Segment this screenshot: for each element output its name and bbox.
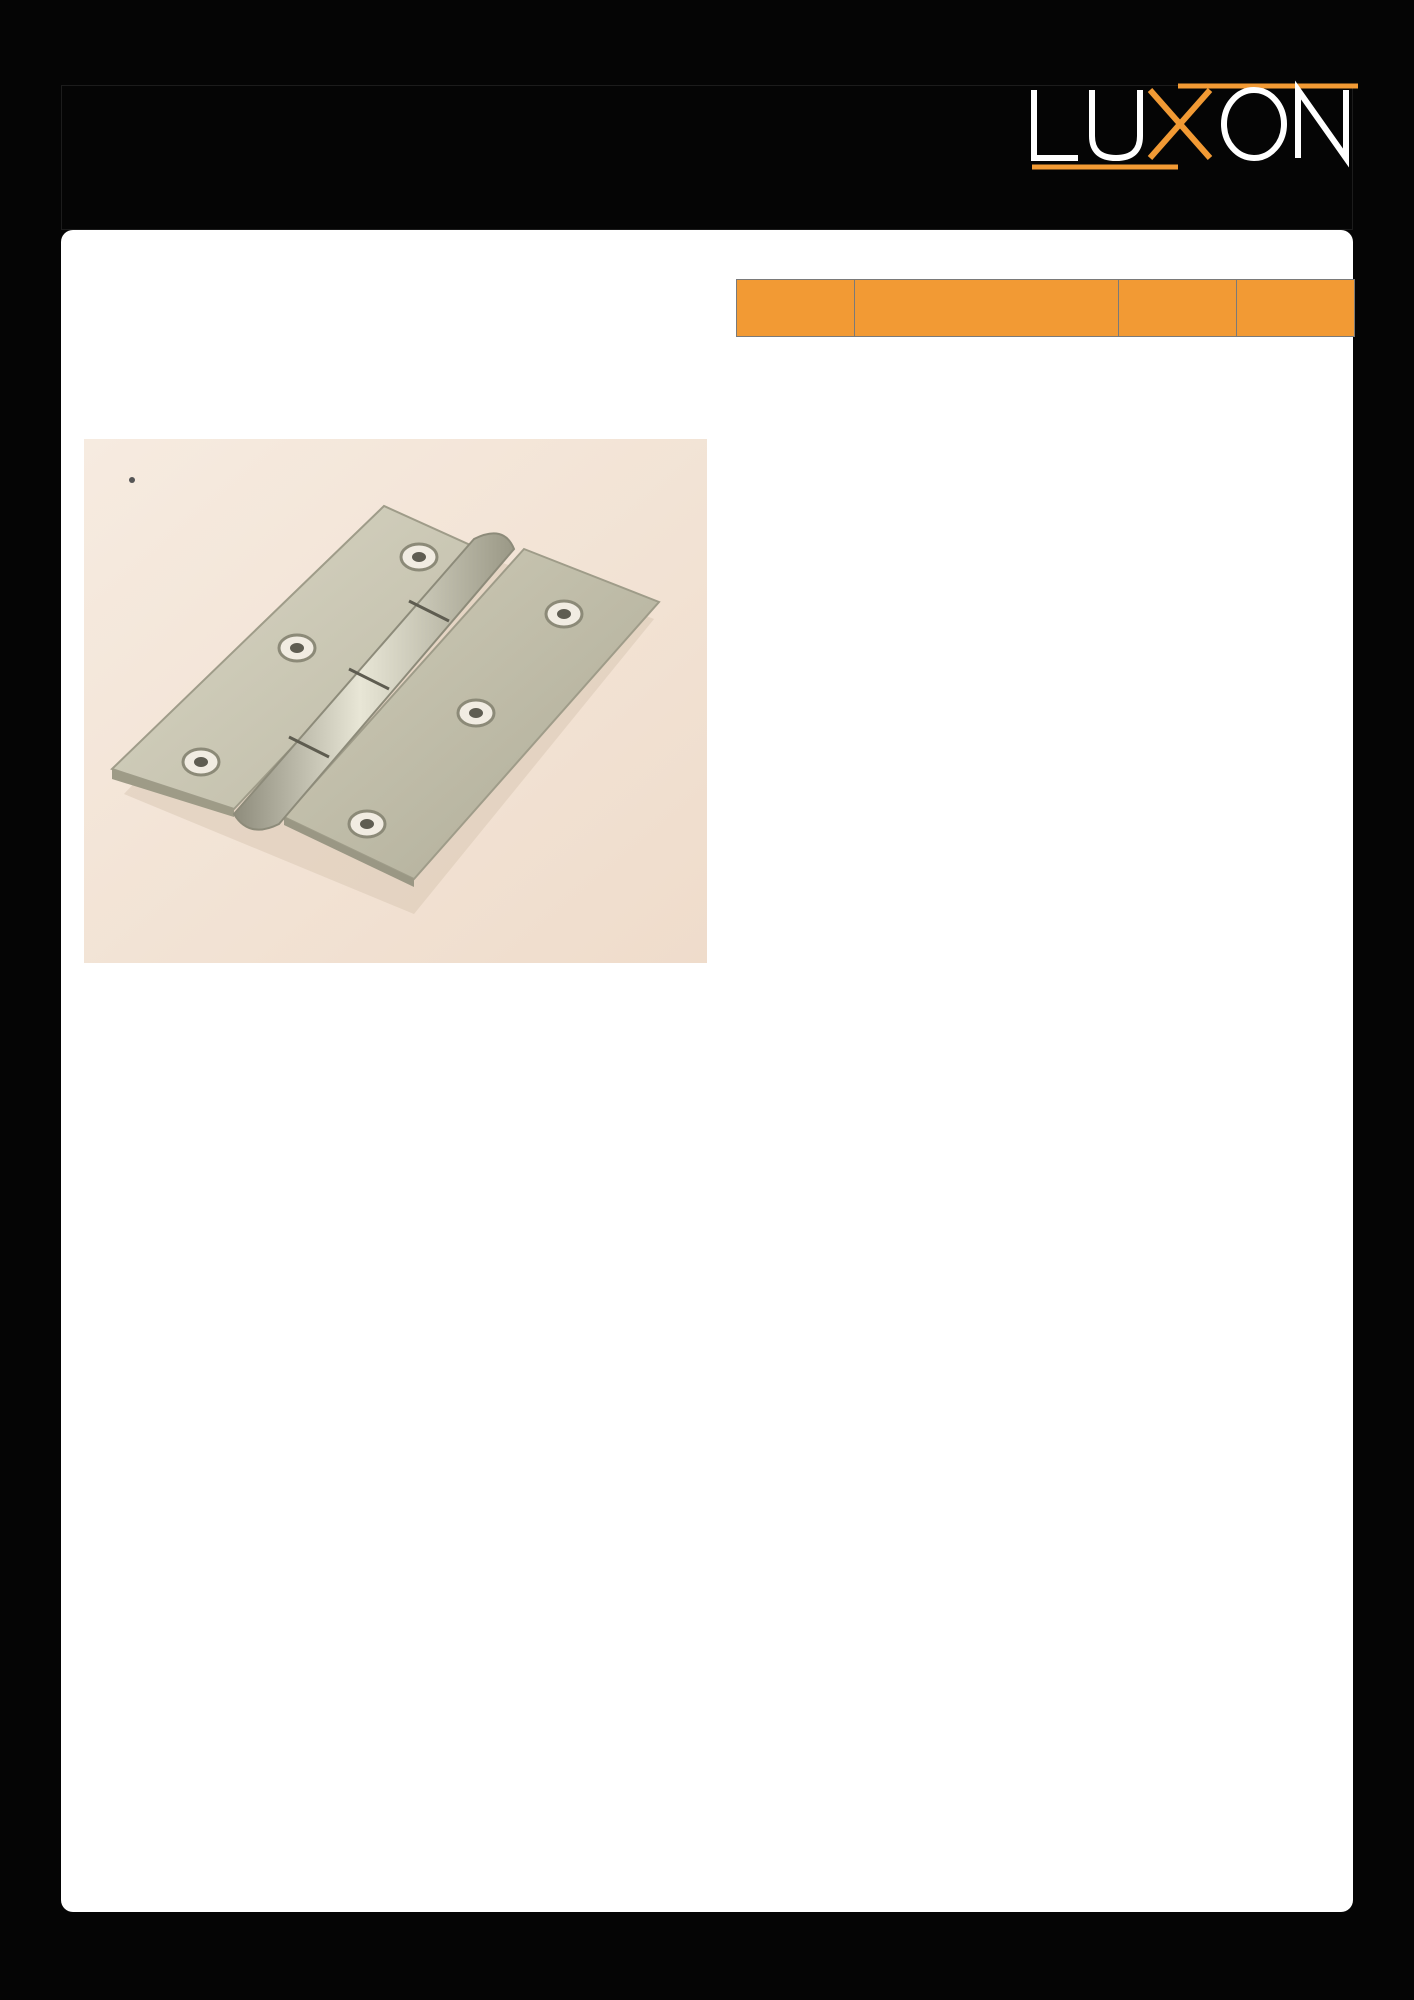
header-normal-l-hinges <box>1237 280 1355 337</box>
header-size <box>855 280 1119 337</box>
luxon-logo <box>1028 78 1358 178</box>
table-header-row <box>737 280 1355 337</box>
specification-table <box>736 279 1355 337</box>
header-product-code <box>737 280 855 337</box>
header-weight <box>1119 280 1237 337</box>
hinge-photo <box>84 439 707 963</box>
